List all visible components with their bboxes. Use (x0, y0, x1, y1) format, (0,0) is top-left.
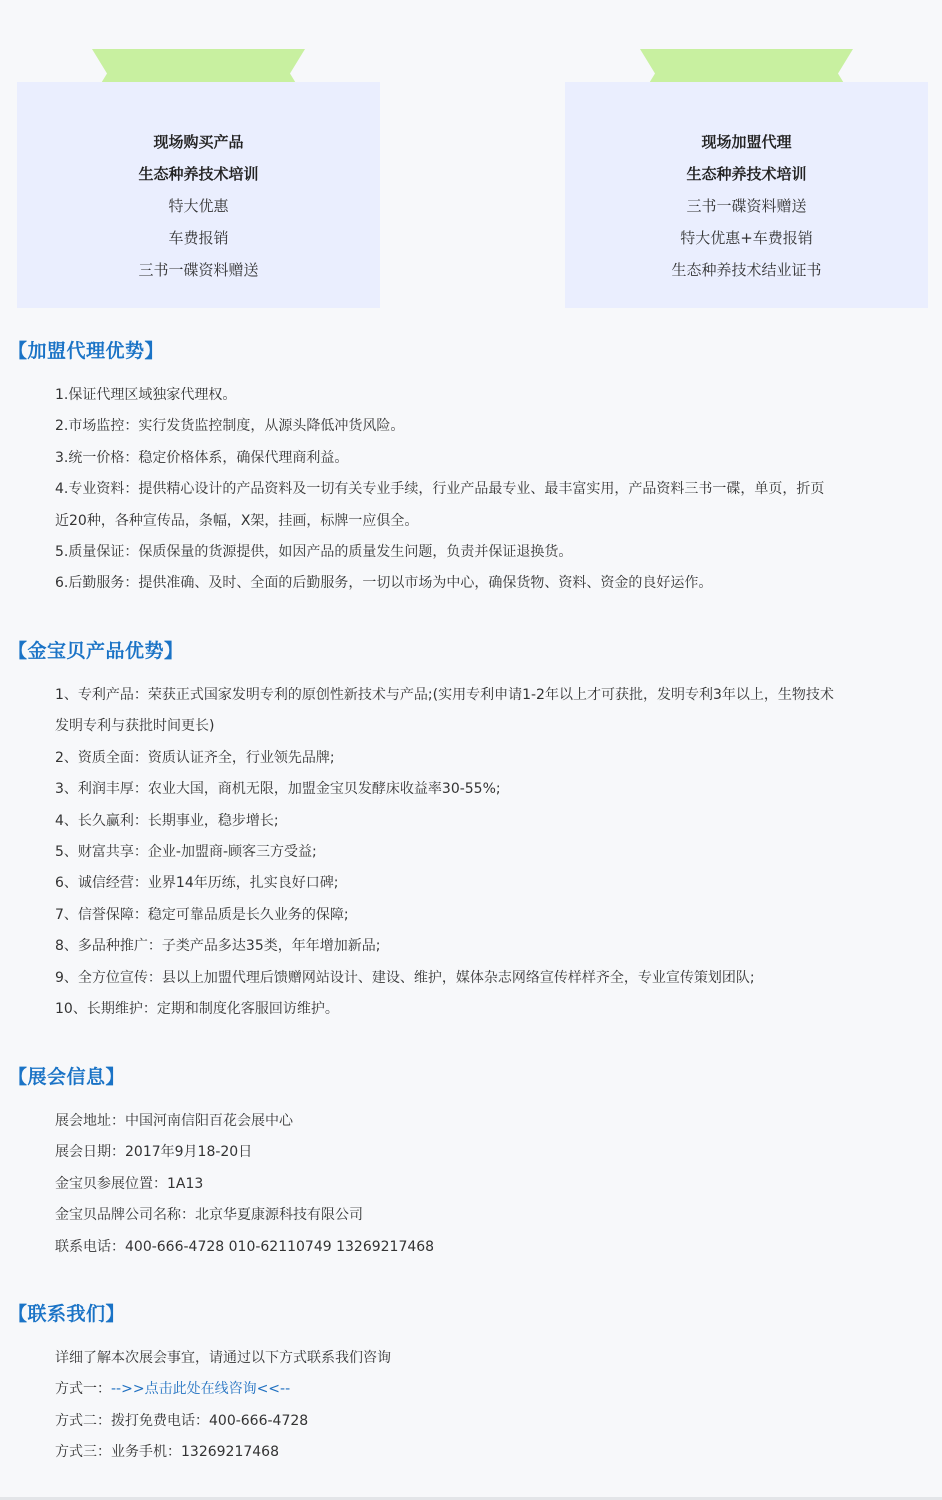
contact-intro: 详细了解本次展会事宜，请通过以下方式联系我们咨询 (55, 1350, 391, 1366)
list-item: 联系电话：400-666-4728 010-62110749 13269217468 (55, 1238, 435, 1255)
list-item: 6.后勤服务：提供准确、及时、全面的后勤服务，一切以市场为中心，确保货物、资料、资金的良好运作。 (55, 575, 713, 592)
list-item: 4.专业资料：提供精心设计的产品资料及一切有关专业手续，行业产品最专业、最丰富实用，产品资料三书一碟，单页，折页 (55, 481, 825, 498)
card-line: 三书一碟资料赠送 (138, 261, 259, 279)
list-item: 7、信誉保障：稳定可靠品质是长久业务的保障; (55, 906, 349, 923)
list-item: 3.统一价格：稳定价格体系，确保代理商利益。 (55, 449, 349, 466)
list-item: 近20种，各种宣传品，条幅，X架，挂画，标牌一应俱全。 (55, 512, 419, 529)
list-item: 金宝贝参展位置：1A13 (55, 1175, 204, 1192)
list-item: 8、多品种推广：子类产品多达35类，年年增加新品; (55, 938, 381, 955)
offer-card-purchase (17, 82, 380, 308)
list-item: 2.市场监控：实行发货监控制度，从源头降低冲货风险。 (55, 418, 405, 435)
agency-advantages-list (55, 380, 924, 600)
list-item: 展会地址：中国河南信阳百花会展中心 (55, 1113, 293, 1129)
contact-method-3: 方式三：业务手机：13269217468 (55, 1444, 279, 1461)
list-item: 6、诚信经营：业界14年历练，扎实良好口碑; (55, 875, 339, 892)
list-item: 5.质量保证：保质保量的货源提供，如因产品的质量发生问题，负责并保证退换货。 (55, 544, 573, 561)
card-line: 车费报销 (168, 229, 229, 247)
list-item: 9、全方位宣传：县以上加盟代理后馈赠网站设计、建设、维护，媒体杂志网络宣传样样齐全，专业宣传策划团队; (55, 969, 755, 986)
section-title-contact: 【联系我们】 (8, 1303, 126, 1325)
list-item: 1、专利产品：荣获正式国家发明专利的原创性新技术与产品;(实用专利申请1-2年以上才可获批，发明专利3年以上，生物技术 (55, 687, 834, 703)
list-item: 10、长期维护：定期和制度化客服回访维护。 (55, 1001, 339, 1018)
card-line: 三书一碟资料赠送 (686, 197, 807, 215)
card-line: 生态种养技术培训 (686, 165, 807, 183)
card-line: 特大优惠+车费报销 (680, 229, 813, 247)
card-line: 现场加盟代理 (701, 133, 792, 151)
list-item: 金宝贝品牌公司名称：北京华夏康源科技有限公司 (55, 1207, 363, 1224)
section-title-exhibition: 【展会信息】 (8, 1066, 126, 1088)
exhibition-info-list (55, 1106, 924, 1263)
section-title-agency: 【加盟代理优势】 (8, 340, 165, 362)
list-item: 5、财富共享：企业-加盟商-顾客三方受益; (55, 844, 317, 861)
list-item: 展会日期：2017年9月18-20日 (55, 1144, 253, 1161)
list-item: 2、资质全面：资质认证齐全，行业领先品牌; (55, 749, 335, 766)
contact-method-1 (55, 1374, 924, 1405)
list-item: 4、长久赢利：长期事业，稳步增长; (55, 812, 279, 829)
list-item: 发明专利与获批时间更长) (55, 718, 215, 735)
product-advantages-list (55, 680, 924, 1025)
card-line: 生态种养技术结业证书 (671, 261, 822, 279)
offer-card-franchise (565, 82, 928, 308)
contact-list (55, 1343, 924, 1469)
contact-method-2: 方式二：拨打免费电话：400-666-4728 (55, 1412, 309, 1429)
card-line: 特大优惠 (168, 197, 229, 215)
card-line: 生态种养技术培训 (138, 165, 259, 183)
card-line: 现场购买产品 (153, 133, 244, 151)
online-consult-link[interactable]: -->>点击此处在线咨询<<-- (111, 1381, 291, 1398)
method-label: 方式一： (55, 1381, 111, 1398)
list-item: 3、利润丰厚：农业大国，商机无限，加盟金宝贝发酵床收益率30-55%; (55, 781, 501, 798)
section-title-product: 【金宝贝产品优势】 (8, 640, 184, 662)
list-item: 1.保证代理区域独家代理权。 (55, 387, 237, 403)
